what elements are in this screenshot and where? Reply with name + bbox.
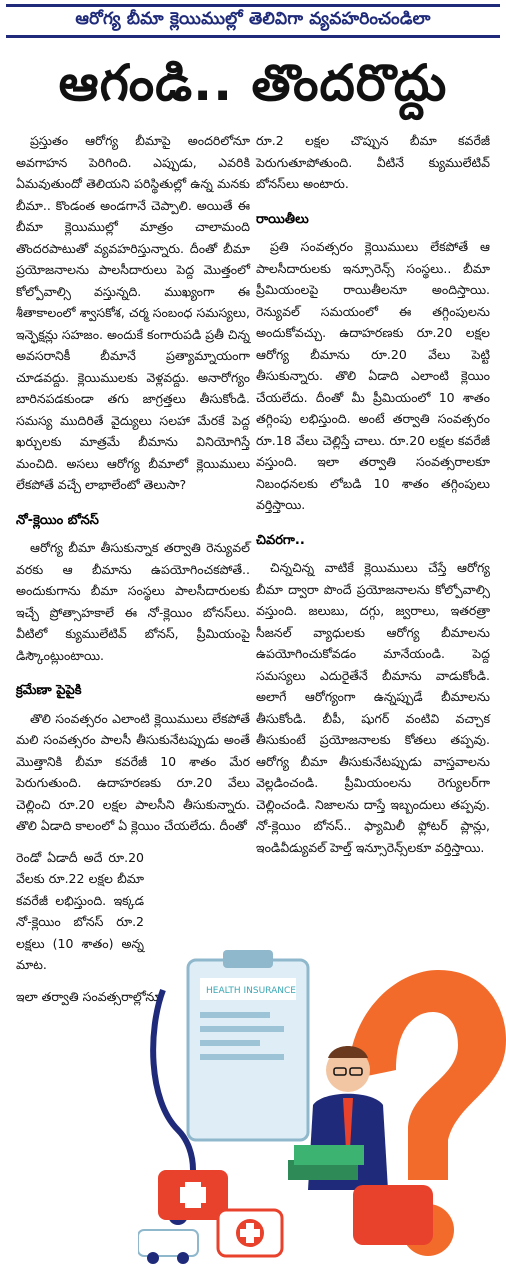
gradually-up-heading: క్రమేణా పైపైకి	[16, 683, 82, 698]
intro-paragraph: ప్రస్తుతం ఆరోగ్య బీమాపై అందరిలోనూ అవగాహన పెరిగింది. ఎప్పుడు, ఎవరికి ఏమవుతుందో తెలియని పరిస్థితుల్లో ఉన్న మనకు బీమా.. కొండంత అండగానే చెప్పాలి. అయితే ఈ బీమా క్లెయిముల్లో మాత్రం చాలామంది తొందరపాటుతో వ్యవహరిస్తున్నారు. దీంతో బీమా ప్రయోజనాలను పాలసీదారులు పెద్ద మొత్తంలో కోల్పోవాల్సి వస్తున్నది. ముఖ్యంగా ఈ శీతాకాలంలో శ్వాసకోశ, చర్మ సంబంధ సమస్యలు, ఇన్ఫెక్షన్లు సహజం. అందుకే కంగారుపడి ప్రతీ చిన్న అవసరానికీ బీమానే ప్రత్యామ్నాయంగా చూడవద్దు. క్లెయిములకు వెళ్లవద్దు. అనారోగ్యం బారినపడకుండా తగు జాగ్రత్తలు తీసుకోండి. సమస్య ముదిరితే వైద్యులు సలహా మేరకే పెద్ద ఖర్చులకు మాత్రమే బీమాను వినియోగిస్తే మంచిది. అసలు ఆరోగ్య బీమాలో క్లెయిములు లేకపోతే వచ్చే లాభాలేంటో తెలుసా?	[16, 133, 250, 492]
gradually-up-last-line: ఇలా తర్వాతి సంవత్సరాల్లోనూ	[16, 988, 163, 1004]
continuation-paragraph: రూ.2 లక్షల చొప్పున బీమా కవరేజీ పెరుగుతూపోతుంది. వీటినే క్యుములేటివ్ బోనస్‌లు అంటారు.	[256, 133, 490, 191]
insurance-illustration	[138, 930, 506, 1264]
gradually-up-paragraph: తొలి సంవత్సరం ఎలాంటి క్లెయిములు లేకపోతే మలి సంవత్సరం పాలసీ తీసుకునేటప్పుడు అంతే మొత్తానికి బీమా కవరేజీ 10 శాతం మేర పెరుగుతుంది. ఉదాహరణకు రూ.20 వేలు చెల్లించి రూ.20 లక్షల పాలసీని తీసుకున్నారు. తొలి ఏడాది కాలంలో ఏ క్లెయిం చేయలేదు. దీంతో	[16, 710, 250, 833]
no-claim-bonus-paragraph: ఆరోగ్య బీమా తీసుకున్నాక తర్వాతి రెన్యువల్ వరకు ఆ బీమాను ఉపయోగించకపోతే.. అందుకుగాను బీమా సంస్థలు పాలసీదారులకు ఇచ్చే ప్రోత్సాహకాలే ఈ నో-క్లెయిం బోనస్‌లు. వీటిలో క్యుములేటివ్ బోనస్, ప్రీమియంపై డిస్కౌంట్లుంటాయి.	[16, 540, 250, 663]
ambulance-icon	[138, 1230, 198, 1256]
discounts-heading: రాయితీలు	[256, 211, 309, 227]
left-column	[16, 130, 250, 1017]
right-column	[256, 130, 490, 868]
clipboard-label: HEALTH INSURANCE	[206, 986, 296, 996]
no-claim-bonus-heading: నో-క్లెయిం బోనస్	[16, 512, 99, 528]
gradually-up-narrow-paragraph: రెండో ఏడాదీ అదే రూ.20 వేలకు రూ.22 లక్షల బీమా కవరేజీ లభిస్తుంది. ఇక్కడ నో-క్లెయిం బోనస్ రూ.2 లక్షలు (10 శాతం) అన్న మాట.	[16, 849, 144, 972]
strapline-banner	[6, 4, 500, 38]
strapline-text: ఆరోగ్య బీమా క్లెయిముల్లో తెలివిగా వ్యవహరించండిలా	[75, 9, 431, 29]
discounts-paragraph: ప్రతి సంవత్సరం క్లెయిములు లేకపోతే ఆ పాలసీదారులకు ఇన్సూరెన్స్ సంస్థలు.. బీమా ప్రీమియంలపై రాయితీలనూ అందిస్తాయి. రెన్యువల్ సమయంలో ఈ తగ్గింపులను అందుకోవచ్చు. ఉదాహరణకు రూ.20 లక్షల ఆరోగ్య బీమాను రూ.20 వేలు పెట్టి తీసుకున్నారు. తొలి ఏడాది ఎలాంటి క్లెయిం చేయలేదు. దీంతో మీ ప్రీమియంలో 10 శాతం తగ్గింపు లభిస్తుంది. అంటే తర్వాతి సంవత్సరం రూ.18 వేలు చెల్లిస్తే చాలు. రూ.20 లక్షల కవరేజీ వస్తుంది. ఇలా తర్వాతి సంవత్సరాలకూ నిబంధనలకు లోబడి 10 శాతం తగ్గింపులు వర్తిస్తాయి.	[256, 239, 490, 512]
finally-heading: చివరగా..	[256, 532, 305, 548]
headline: ఆగండి.. తొందరొద్దు	[58, 54, 448, 112]
finally-paragraph: చిన్నచిన్న వాటికే క్లెయిములు చేస్తే ఆరోగ్య బీమా ద్వారా పొందే ప్రయోజనాలను కోల్పోవాల్సి వస్తుంది. జలుబు, దగ్గు, జ్వరాలు, ఇతరత్రా సీజనల్ వ్యాధులకు ఆరోగ్య బీమాలను ఉపయోగించుకోవడం మానేయండి. పెద్ద సమస్యలు ఎదురైతేనే బీమాను వాడుకోండి. అలాగే ఆరోగ్యంగా ఉన్నప్పుడే బీమాలను తీసుకోండి. బీపీ, షుగర్ వంటివి వచ్చాక తీసుకుంటే ప్రయోజనాలకు కోతలు తప్పవు. ఆరోగ్య బీమా తీసుకునేటప్పుడు వాస్తవాలను వెల్లడించండి. ప్రీమియంలను రెగ్యులర్‌గా చెల్లించండి. నిజాలను దాస్తే ఇబ్బందులు తప్పవు. నో-క్లెయిం బోనస్‌.. ఫ్యామిలీ ఫ్లోటర్ ప్లాన్లు, ఇండివీడ్యువల్ హెల్త్ ఇన్సూరెన్స్‌లకూ వర్తిస్తాయి.	[256, 560, 490, 855]
